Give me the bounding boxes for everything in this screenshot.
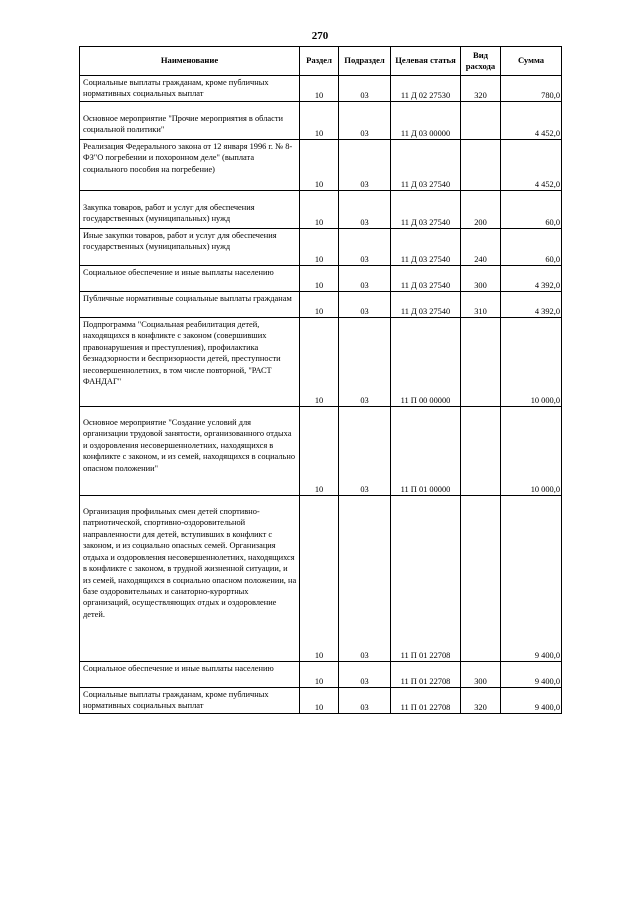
row-stat: 11 Д 03 27540 <box>391 191 461 229</box>
row-stat: 11 П 01 22708 <box>391 688 461 714</box>
row-vid: 310 <box>461 292 501 318</box>
row-sum: 4 452,0 <box>501 140 562 191</box>
table-row <box>80 266 562 292</box>
row-razdel: 10 <box>300 662 339 688</box>
row-podrazdel: 03 <box>339 266 391 292</box>
table-row <box>80 688 562 714</box>
row-vid: 320 <box>461 76 501 102</box>
row-vid: 300 <box>461 662 501 688</box>
row-razdel: 10 <box>300 688 339 714</box>
row-name: Организация профильных смен детей спортивно-патриотической, спортивно-оздоровительной направленности для детей, вступивших в конфликт с законом, и из социально опасных семей. Организация отдыха и оздоровления несовершеннолетних, находящихся в конфликте с законом, в трудной жизненной ситуации, и из семей, находящихся в социально опасном положении, на базе оздоровительных и санаторно-курортных организаций, осуществляющих отдых и оздоровление детей. <box>80 496 300 662</box>
row-name: Реализация Федерального закона от 12 января 1996 г. № 8-ФЗ"О погребении и похоронном деле" (выплата социального пособия на погребение) <box>80 140 300 191</box>
row-podrazdel: 03 <box>339 229 391 266</box>
row-vid <box>461 407 501 496</box>
column-header-vid: Вид расхода <box>461 47 501 76</box>
row-vid: 300 <box>461 266 501 292</box>
row-sum: 9 400,0 <box>501 496 562 662</box>
row-razdel: 10 <box>300 496 339 662</box>
row-stat: 11 П 01 22708 <box>391 496 461 662</box>
column-header-sum: Сумма <box>501 47 562 76</box>
row-name: Подпрограмма "Социальная реабилитация детей, находящихся в конфликте с законом (совершивших правонарушения и преступления), профилактика безнадзорности и беспризорности детей, преступности несовершеннолетних, в том числе повторной, "РАСТ ФАНДАГ" <box>80 318 300 407</box>
row-sum: 4 452,0 <box>501 102 562 140</box>
row-razdel: 10 <box>300 229 339 266</box>
table-row <box>80 496 562 662</box>
row-stat: 11 П 01 22708 <box>391 662 461 688</box>
row-vid <box>461 318 501 407</box>
row-stat: 11 Д 03 27540 <box>391 229 461 266</box>
column-header-razdel: Раздел <box>300 47 339 76</box>
row-stat: 11 Д 03 27540 <box>391 140 461 191</box>
row-stat: 11 Д 03 27540 <box>391 292 461 318</box>
row-podrazdel: 03 <box>339 496 391 662</box>
row-podrazdel: 03 <box>339 662 391 688</box>
table-row <box>80 229 562 266</box>
row-razdel: 10 <box>300 318 339 407</box>
table-row <box>80 318 562 407</box>
row-razdel: 10 <box>300 102 339 140</box>
row-sum: 10 000,0 <box>501 318 562 407</box>
row-podrazdel: 03 <box>339 292 391 318</box>
row-vid <box>461 140 501 191</box>
row-podrazdel: 03 <box>339 140 391 191</box>
table-header-row <box>80 47 562 76</box>
row-name: Социальное обеспечение и иные выплаты населению <box>80 662 300 688</box>
row-razdel: 10 <box>300 76 339 102</box>
row-sum: 780,0 <box>501 76 562 102</box>
row-name: Иные закупки товаров, работ и услуг для обеспечения государственных (муниципальных) нужд <box>80 229 300 266</box>
row-vid: 240 <box>461 229 501 266</box>
row-podrazdel: 03 <box>339 76 391 102</box>
row-razdel: 10 <box>300 140 339 191</box>
row-sum: 4 392,0 <box>501 266 562 292</box>
row-sum: 10 000,0 <box>501 407 562 496</box>
row-podrazdel: 03 <box>339 191 391 229</box>
row-name: Социальные выплаты гражданам, кроме публичных нормативных социальных выплат <box>80 688 300 714</box>
table-row <box>80 662 562 688</box>
row-name: Публичные нормативные социальные выплаты гражданам <box>80 292 300 318</box>
table-row <box>80 191 562 229</box>
row-stat: 11 П 01 00000 <box>391 407 461 496</box>
row-sum: 60,0 <box>501 191 562 229</box>
table-row <box>80 140 562 191</box>
row-razdel: 10 <box>300 292 339 318</box>
budget-table <box>79 46 562 714</box>
row-sum: 9 400,0 <box>501 688 562 714</box>
row-sum: 60,0 <box>501 229 562 266</box>
table-row <box>80 76 562 102</box>
row-name: Социальное обеспечение и иные выплаты населению <box>80 266 300 292</box>
row-razdel: 10 <box>300 191 339 229</box>
row-podrazdel: 03 <box>339 102 391 140</box>
row-sum: 9 400,0 <box>501 662 562 688</box>
row-podrazdel: 03 <box>339 407 391 496</box>
column-header-stat: Целевая статья <box>391 47 461 76</box>
table-row <box>80 407 562 496</box>
row-stat: 11 П 00 00000 <box>391 318 461 407</box>
row-stat: 11 Д 02 27530 <box>391 76 461 102</box>
table-row <box>80 102 562 140</box>
row-podrazdel: 03 <box>339 318 391 407</box>
column-header-name: Наименование <box>80 47 300 76</box>
row-stat: 11 Д 03 27540 <box>391 266 461 292</box>
row-vid <box>461 102 501 140</box>
row-podrazdel: 03 <box>339 688 391 714</box>
row-sum: 4 392,0 <box>501 292 562 318</box>
row-razdel: 10 <box>300 266 339 292</box>
column-header-podrazdel: Подраздел <box>339 47 391 76</box>
row-name: Основное мероприятие "Создание условий для организации трудовой занятости, организованного отдыха и оздоровления несовершеннолетних, находящихся в конфликте с законом, и из семей, находящихся в социально опасном положении" <box>80 407 300 496</box>
page-number: 270 <box>311 30 329 42</box>
row-name: Социальные выплаты гражданам, кроме публичных нормативных социальных выплат <box>80 76 300 102</box>
row-razdel: 10 <box>300 407 339 496</box>
row-stat: 11 Д 03 00000 <box>391 102 461 140</box>
row-name: Основное мероприятие "Прочие мероприятия в области социальной политики" <box>80 102 300 140</box>
row-vid <box>461 496 501 662</box>
row-name: Закупка товаров, работ и услуг для обеспечения государственных (муниципальных) нужд <box>80 191 300 229</box>
table-row <box>80 292 562 318</box>
row-vid: 320 <box>461 688 501 714</box>
row-vid: 200 <box>461 191 501 229</box>
